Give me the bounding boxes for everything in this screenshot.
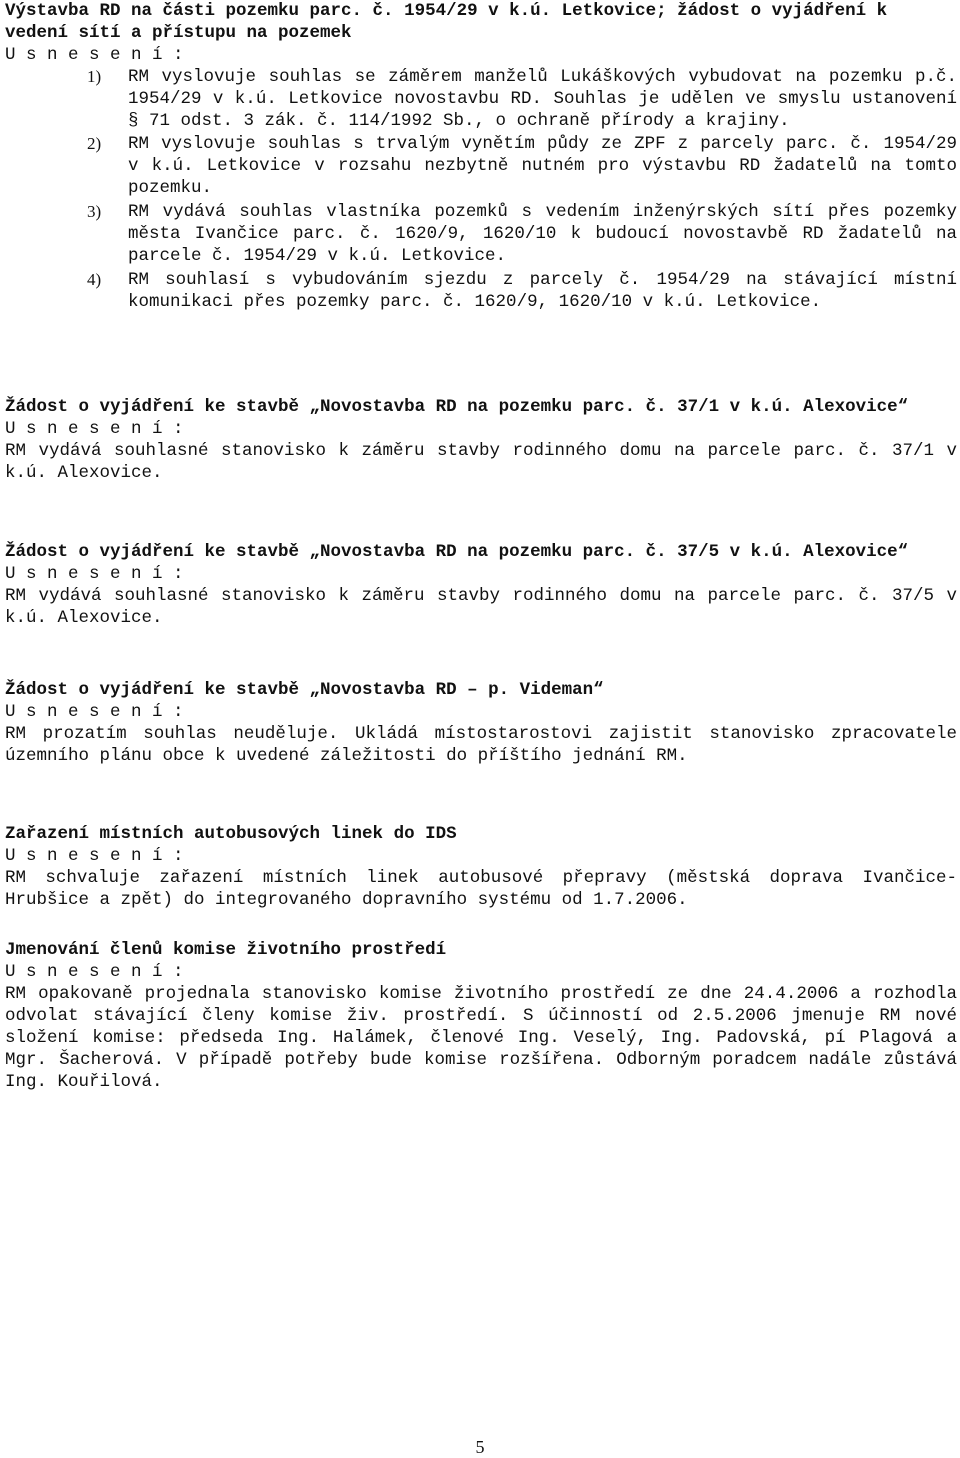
item-text: RM souhlasí s vybudováním sjezdu z parcely č. 1954/29 na stávající místní komunikaci přes pozemky parc. č. 1620/9, 1620/10 v k.ú. Letkovice.: [128, 270, 957, 312]
resolution-label: U s n e s e n í :: [5, 702, 184, 722]
resolution-label: U s n e s e n í :: [5, 962, 184, 982]
section-heading: Jmenování členů komise životního prostředí: [5, 940, 447, 960]
resolution-text: RM vydává souhlasné stanovisko k záměru stavby rodinného domu na parcele parc. č. 37/1 v k.ú. Alexovice.: [5, 441, 957, 483]
section-letkovice-rd: [5, 0, 957, 313]
section-heading: Žádost o vyjádření ke stavbě „Novostavba RD na pozemku parc. č. 37/1 v k.ú. Alexovice“: [5, 397, 909, 417]
section-heading: Žádost o vyjádření ke stavbě „Novostavba RD – p. Videman“: [5, 680, 604, 700]
resolution-label: U s n e s e n í :: [5, 846, 184, 866]
list-item: [5, 269, 957, 313]
page-number: 5: [475, 1437, 485, 1457]
item-text: RM vyslovuje souhlas se záměrem manželů Lukáškových vybudovat na pozemku p.č. 1954/29 v k.ú. Letkovice novostavbu RD. Souhlas je udělen ve smyslu ustanovení § 71 odst. 3 zák. č. 114/1992 Sb., o ochraně přírody a krajiny.: [128, 67, 957, 131]
section-ids-bus-lines: [5, 823, 957, 911]
item-number: 1): [87, 67, 102, 86]
resolution-list: [5, 66, 957, 313]
list-item: [5, 133, 957, 199]
list-item: [5, 66, 957, 132]
section-heading: Zařazení místních autobusových linek do IDS: [5, 824, 457, 844]
section-environment-committee: [5, 939, 957, 1093]
resolution-label: U s n e s e n í :: [5, 564, 184, 584]
item-number: 4): [87, 270, 102, 289]
section-heading: Žádost o vyjádření ke stavbě „Novostavba RD na pozemku parc. č. 37/5 v k.ú. Alexovice“: [5, 542, 909, 562]
section-alexovice-37-1: [5, 396, 957, 484]
resolution-label: U s n e s e n í :: [5, 419, 184, 439]
item-number: 3): [87, 202, 102, 221]
section-videman: [5, 679, 957, 767]
resolution-text: RM schvaluje zařazení místních linek autobusové přepravy (městská doprava Ivančice-Hrubšice a zpět) do integrovaného dopravního systému od 1.7.2006.: [5, 868, 957, 910]
item-text: RM vyslovuje souhlas s trvalým vynětím půdy ze ZPF z parcely parc. č. 1954/29 v k.ú. Letkovice v rozsahu nezbytně nutném pro výstavbu RD žadatelů na tomto pozemku.: [128, 134, 957, 198]
resolution-text: RM vydává souhlasné stanovisko k záměru stavby rodinného domu na parcele parc. č. 37/5 v k.ú. Alexovice.: [5, 586, 957, 628]
item-text: RM vydává souhlas vlastníka pozemků s vedením inženýrských sítí přes pozemky města Ivančice parc. č. 1620/9, 1620/10 k budoucí novostavbě RD žadatelů na parcele č. 1954/29 v k.ú. Letkovice.: [128, 202, 957, 266]
resolution-label: U s n e s e n í :: [5, 45, 184, 65]
section-heading: Výstavba RD na části pozemku parc. č. 1954/29 v k.ú. Letkovice; žádost o vyjádření k vedení sítí a přístupu na pozemek: [5, 1, 888, 43]
resolution-text: RM opakovaně projednala stanovisko komise životního prostředí ze dne 24.4.2006 a rozhodla odvolat stávající členy komise živ. prostředí. S účinností od 2.5.2006 jmenuje RM nové složení komise: předseda Ing. Halámek, členové Ing. Veselý, Ing. Padovská, pí Plagová a Mgr. Šacherová. V případě potřeby bude komise rozšířena. Odborným poradcem nadále zůstává Ing. Kouřilová.: [5, 984, 957, 1092]
resolution-text: RM prozatím souhlas neuděluje. Ukládá místostarostovi zajistit stanovisko zpracovatele územního plánu obce k uvedené záležitosti do příštího jednání RM.: [5, 724, 957, 766]
section-alexovice-37-5: [5, 541, 957, 629]
item-number: 2): [87, 134, 102, 153]
list-item: [5, 201, 957, 267]
